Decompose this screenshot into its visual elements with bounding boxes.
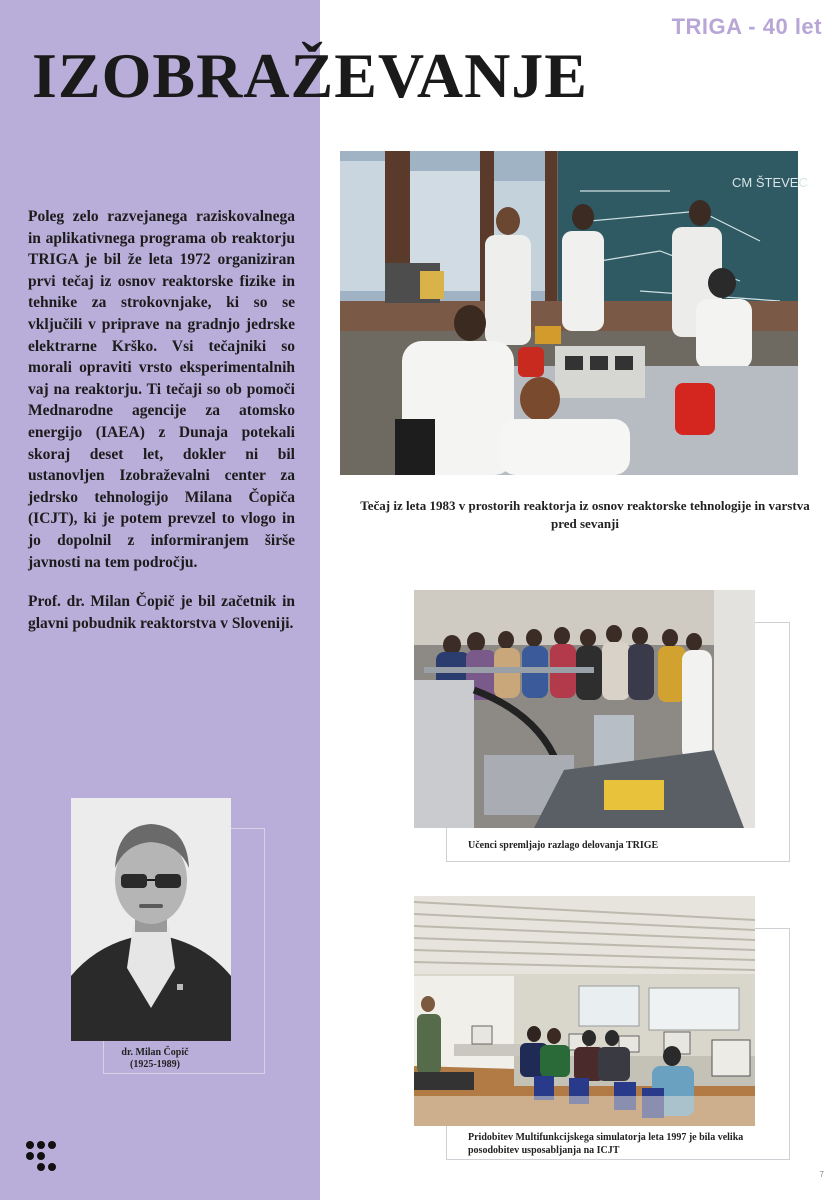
classroom-photo [340,151,808,475]
body-paragraph-2: Prof. dr. Milan Čopič je bil začetnik in glavni pobudnik reaktorstva v Sloveniji. [28,593,295,632]
portrait-photo [71,798,231,1041]
simulator-photo [414,896,755,1126]
page-number: 7 [819,1170,824,1179]
portrait-caption [103,1047,207,1071]
classroom-photo-caption: Tečaj iz leta 1983 v prostorih reaktorja iz osnov reaktorske tehnologije in varstva pred sevanji [360,498,810,531]
students-photo [414,590,755,828]
portrait-years: (1925-1989) [130,1059,180,1070]
header-tag: TRIGA - 40 let [671,14,822,39]
page-title: IZOBRAŽEVANJE [32,40,588,111]
body-paragraph-1: Poleg zelo razvejanega raziskovalnega in aplikativnega programa ob reaktorju TRIGA je bil že leta 1972 organiziran prvi tečaj iz osnov reaktorske fizike in tehnike za strokovnjake, ki so se vključili v priprave na gradnjo jedrske elektrarne Krško. Vsi tečajniki so morali opraviti vrsto eksperimentalnih vaj na reaktorju. Ti tečaji so ob pomoči Mednarodne agencije za atomsko energijo (IAEA) z Dunaja potekali skoraj deset let, dokler ni bil ustanovljen Izobraževalni center za jedrsko tehnologijo Milana Čopiča (ICJT), ki je potem prevzel to vlogo in jo dopolnil z informiranjem širše javnosti na tem področju. [28,208,295,571]
dot-cluster-logo-icon [24,1138,58,1174]
portrait-name: dr. Milan Čopič [121,1047,189,1058]
blackboard-text: CM ŠTEVEC [732,175,808,190]
students-photo-caption: Učenci spremljajo razlago delovanja TRIGE [468,840,659,851]
body-text [28,206,295,652]
simulator-photo-caption: Pridobitev Multifunkcijskega simulatorja leta 1997 je bila velika posodobitev usposabljanja na ICJT [468,1132,744,1156]
